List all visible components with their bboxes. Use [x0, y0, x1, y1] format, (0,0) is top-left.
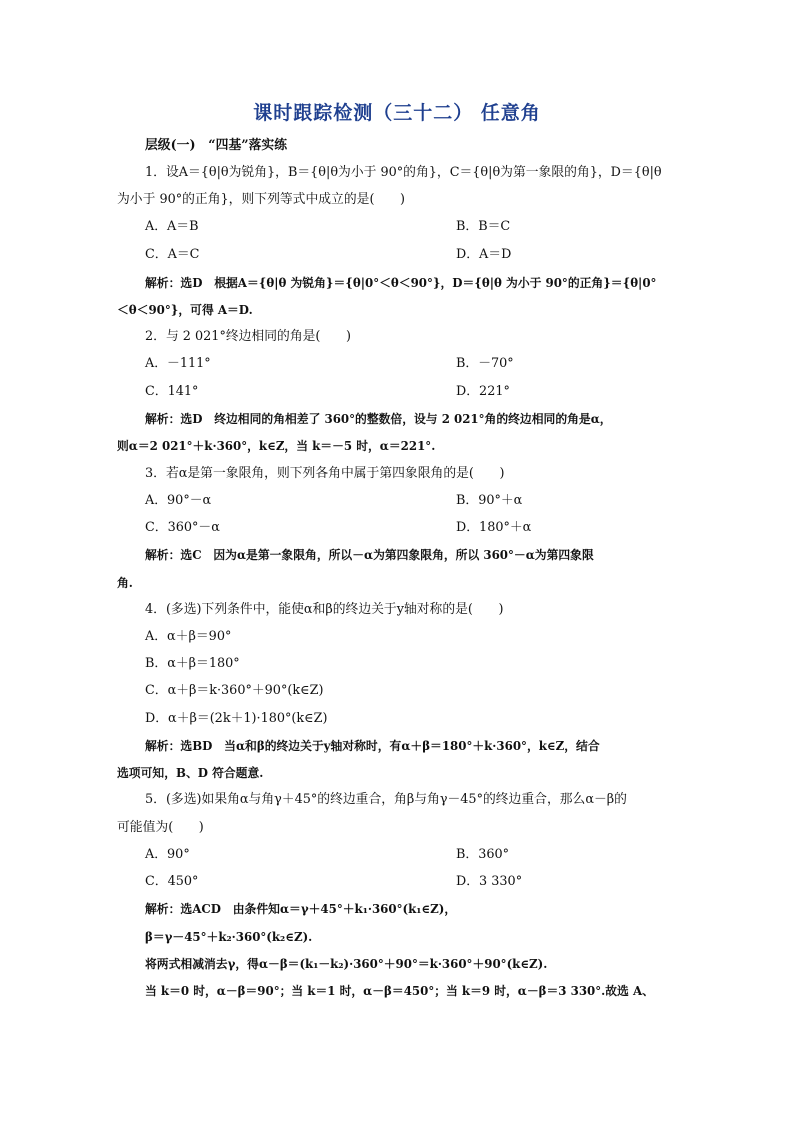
q3-solution-line1: 解析：选C 因为α是第一象限角，所以－α为第四象限角，所以 360°－α为第四象限	[145, 548, 594, 562]
q3-option-c: C．360°－α	[145, 520, 220, 535]
q4-solution-line2: 选项可知，B、D 符合题意.	[117, 766, 264, 780]
q2-option-a: A．－111°	[145, 356, 211, 371]
q4-option-a: A．α＋β＝90°	[145, 629, 232, 644]
q5-solution-line2: β＝γ－45°＋k₂·360°(k₂∈Z).	[145, 930, 313, 944]
q1-stem-line2: 为小于 90°的正角}，则下列等式中成立的是( )	[117, 192, 406, 207]
q3-stem: 3．若α是第一象限角，则下列各角中属于第四象限角的是( )	[145, 466, 505, 481]
q2-option-d: D．221°	[456, 384, 510, 399]
page-title: 课时跟踪检测（三十二） 任意角	[253, 102, 541, 124]
q2-stem: 2．与 2 021°终边相同的角是( )	[145, 329, 351, 344]
q3-option-d: D．180°＋α	[456, 520, 532, 535]
q3-option-b: B．90°＋α	[456, 493, 523, 508]
q2-solution-line2: 则α＝2 021°＋k·360°，k∈Z，当 k＝－5 时，α＝221°.	[117, 439, 436, 453]
q5-solution-line3: 将两式相减消去γ，得α－β＝(k₁－k₂)·360°＋90°＝k·360°＋90°(k∈Z).	[145, 957, 548, 971]
q3-solution-line2: 角.	[117, 576, 133, 590]
q4-stem: 4．(多选)下列条件中，能使α和β的终边关于y轴对称的是( )	[145, 602, 504, 617]
q5-solution-line1: 解析：选ACD 由条件知α＝γ＋45°＋k₁·360°(k₁∈Z)，	[145, 902, 457, 916]
q4-option-b: B．α＋β＝180°	[145, 656, 240, 671]
q5-option-a: A．90°	[145, 847, 190, 862]
q5-option-b: B．360°	[456, 847, 510, 862]
q1-solution-line2: ＜θ＜90°}，可得 A＝D.	[117, 303, 253, 317]
q2-option-b: B．－70°	[456, 356, 514, 371]
q4-option-d: D．α＋β＝(2k＋1)·180°(k∈Z)	[145, 711, 328, 726]
q4-option-c: C．α＋β＝k·360°＋90°(k∈Z)	[145, 683, 324, 698]
q4-solution-line1: 解析：选BD 当α和β的终边关于y轴对称时，有α＋β＝180°＋k·360°，k∈Z，结合	[145, 739, 600, 753]
q5-stem-line1: 5．(多选)如果角α与角γ＋45°的终边重合，角β与角γ－45°的终边重合，那么α－β的	[145, 792, 627, 807]
q1-option-d: D．A＝D	[456, 247, 512, 262]
q1-option-b: B．B＝C	[456, 219, 511, 234]
q1-stem-line1: 1．设A＝{θ|θ为锐角}，B＝{θ|θ为小于 90°的角}，C＝{θ|θ为第一象限的角}，D＝{θ|θ	[145, 165, 662, 180]
q5-solution-line4: 当 k＝0 时，α－β＝90°；当 k＝1 时，α－β＝450°；当 k＝9 时，α－β＝3 330°.故选 A、	[145, 984, 654, 998]
section-heading: 层级(一) “四基”落实练	[145, 138, 288, 153]
q1-solution-line1: 解析：选D 根据A＝{θ|θ 为锐角}＝{θ|0°＜θ＜90°}，D＝{θ|θ 为小于 90°的正角}＝{θ|0°	[145, 276, 657, 290]
q2-option-c: C．141°	[145, 384, 199, 399]
q5-option-d: D．3 330°	[456, 874, 523, 889]
q3-option-a: A．90°－α	[145, 493, 212, 508]
q1-option-a: A．A＝B	[145, 219, 199, 234]
q1-option-c: C．A＝C	[145, 247, 200, 262]
q5-option-c: C．450°	[145, 874, 199, 889]
q2-solution-line1: 解析：选D 终边相同的角相差了 360°的整数倍，设与 2 021°角的终边相同的角是α，	[145, 412, 612, 426]
q5-stem-line2: 可能值为( )	[117, 820, 204, 835]
